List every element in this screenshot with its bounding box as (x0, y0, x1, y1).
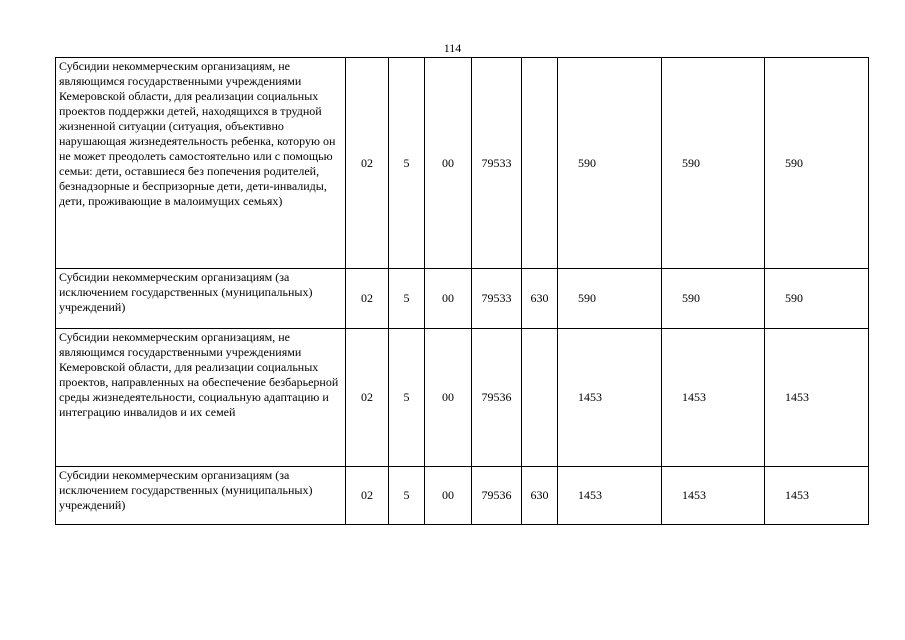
amount-year-1: 1453 (558, 329, 662, 467)
subsection-code: 5 (389, 329, 425, 467)
expense-type-code (522, 329, 558, 467)
target-code: 79533 (472, 269, 522, 329)
amount-year-1: 590 (558, 58, 662, 269)
target-code: 79536 (472, 467, 522, 525)
subsection-code: 5 (389, 467, 425, 525)
program-code: 00 (425, 269, 472, 329)
table-row (56, 58, 869, 269)
amount-year-1: 1453 (558, 467, 662, 525)
program-code: 00 (425, 329, 472, 467)
amount-year-3: 590 (765, 269, 869, 329)
amount-year-2: 1453 (662, 329, 765, 467)
table-row (56, 329, 869, 467)
subsection-code: 5 (389, 269, 425, 329)
amount-year-3: 1453 (765, 329, 869, 467)
target-code: 79536 (472, 329, 522, 467)
amount-year-3: 590 (765, 58, 869, 269)
row-description: Субсидии некоммерческим организациям, не являющимся государственными учреждениями Кемеровской области, для реализации социальных проектов, направленных на обеспечение безбарьерной среды жизнедеятельности, социальную адаптацию и интеграцию инвалидов и их семей (56, 329, 346, 467)
subsection-code: 5 (389, 58, 425, 269)
section-code: 02 (346, 269, 389, 329)
amount-year-2: 1453 (662, 467, 765, 525)
target-code: 79533 (472, 58, 522, 269)
expense-type-code: 630 (522, 269, 558, 329)
amount-year-2: 590 (662, 58, 765, 269)
expense-type-code: 630 (522, 467, 558, 525)
amount-year-2: 590 (662, 269, 765, 329)
program-code: 00 (425, 58, 472, 269)
section-code: 02 (346, 467, 389, 525)
row-description: Субсидии некоммерческим организациям (за исключением государственных (муниципальных) учреждений) (56, 269, 346, 329)
page-number: 114 (443, 41, 462, 55)
amount-year-3: 1453 (765, 467, 869, 525)
program-code: 00 (425, 467, 472, 525)
section-code: 02 (346, 329, 389, 467)
expense-type-code (522, 58, 558, 269)
amount-year-1: 590 (558, 269, 662, 329)
row-description: Субсидии некоммерческим организациям, не являющимся государственными учреждениями Кемеровской области, для реализации социальных проектов поддержки детей, находящихся в трудной жизненной ситуации (ситуация, объективно нарушающая жизнедеятельность ребенка, которую он не может преодолеть самостоятельно или с помощью семьи: дети, оставшиеся без попечения родителей, безнадзорные и беспризорные дети, дети-инвалиды, дети, проживающие в малоимущих семьях) (56, 58, 346, 269)
section-code: 02 (346, 58, 389, 269)
table-row (56, 467, 869, 525)
table-row (56, 269, 869, 329)
row-description: Субсидии некоммерческим организациям (за исключением государственных (муниципальных) учреждений) (56, 467, 346, 525)
budget-table (55, 57, 869, 525)
